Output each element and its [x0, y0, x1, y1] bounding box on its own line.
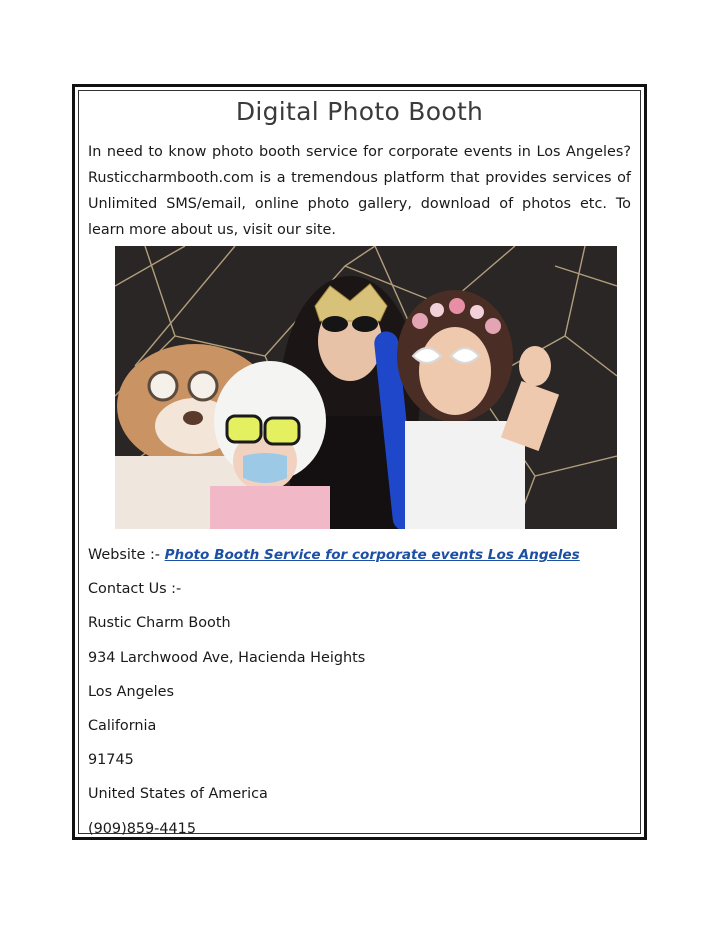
website-label: Website :-	[88, 547, 165, 563]
page-frame	[72, 84, 647, 840]
photo-booth-image	[115, 246, 617, 529]
contact-info-list	[88, 543, 580, 851]
intro-paragraph: In need to know photo booth service for corporate events in Los Angeles? Rusticcharmbooth.com is a tremendous platform that provides services of Unlimited SMS/email, online photo gallery, download of photos etc. To learn more about us, visit our site.	[88, 144, 631, 238]
zip-code: 91745	[88, 752, 134, 769]
contact-label: Contact Us :-	[88, 581, 182, 598]
company-name: Rustic Charm Booth	[88, 615, 231, 632]
website-line	[88, 543, 580, 577]
state: California	[88, 717, 157, 734]
page-title: Digital Photo Booth	[235, 97, 484, 126]
website-link[interactable]: Photo Booth Service for corporate events Los Angeles	[164, 547, 580, 563]
country: United States of America	[88, 786, 268, 803]
page-frame-inner	[78, 90, 641, 837]
phone-number: (909)859-4415	[88, 820, 196, 837]
street-address: 934 Larchwood Ave, Hacienda Heights	[88, 649, 366, 666]
city: Los Angeles	[88, 683, 174, 700]
child-white-wig	[210, 361, 330, 529]
